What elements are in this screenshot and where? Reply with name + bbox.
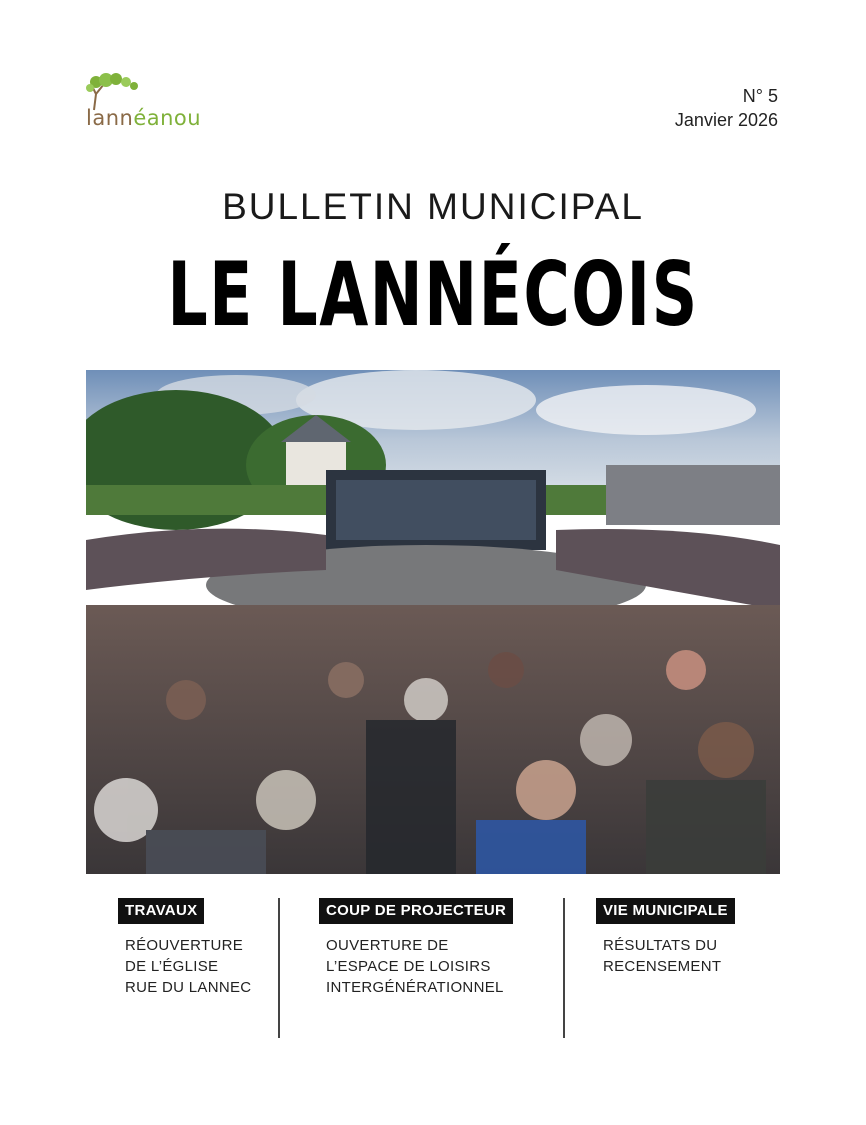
issue-date: Janvier 2026 [674,110,778,130]
section-text: OUVERTURE DE L’ESPACE DE LOISIRS INTERGÉNÉRATIONNEL [326,937,504,996]
column-divider [563,898,565,1038]
logo-text-part2: éanou [133,106,202,130]
bulletin-title: LE LANNÉCOIS [167,243,699,346]
sections-row [0,898,866,1038]
logo-wordmark [86,106,201,130]
section-tag: COUP DE PROJECTEUR [319,898,513,924]
section-text: RÉSULTATS DU RECENSEMENT [603,937,722,975]
logo-text-part1: lann [86,106,134,130]
municipal-logo [86,72,226,134]
column-divider [278,898,280,1038]
crowd-performance-image [86,370,780,874]
issue-info [675,84,778,132]
section-tag: TRAVAUX [118,898,204,924]
section-travaux[interactable] [118,898,251,998]
section-vie-municipale[interactable] [596,898,735,977]
cover-photo [86,370,780,874]
section-tag: VIE MUNICIPALE [596,898,735,924]
issue-number: N° 5 [742,86,778,106]
section-text: RÉOUVERTURE DE L’ÉGLISE RUE DU LANNEC [125,937,252,996]
section-coup-de-projecteur[interactable] [319,898,513,998]
bulletin-subtitle: BULLETIN MUNICIPAL [222,186,644,227]
